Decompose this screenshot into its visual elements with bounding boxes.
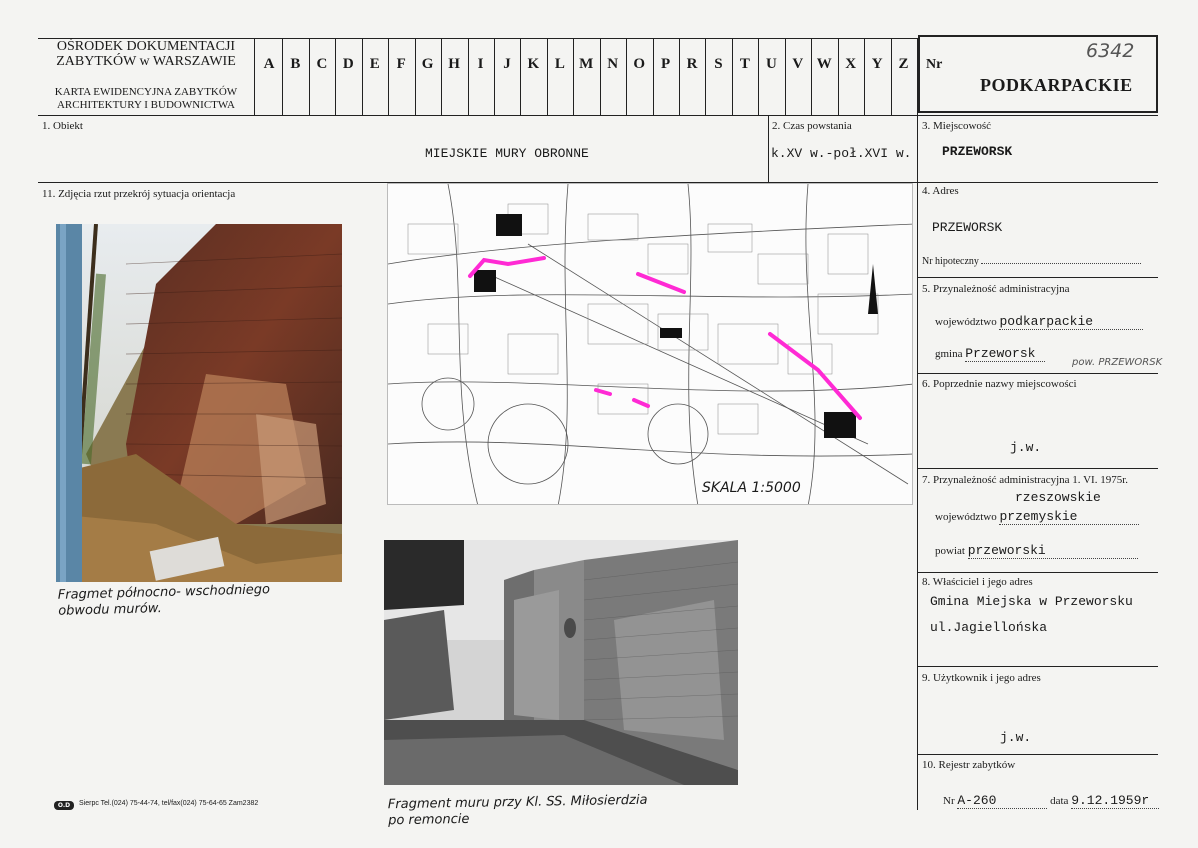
wlasciciel-line1: Gmina Miejska w Przeworsku (930, 594, 1133, 609)
letter-divider (732, 38, 733, 115)
letter-divider (626, 38, 627, 115)
photo1-caption-line2: obwodu murów. (58, 601, 162, 619)
letter-divider (388, 38, 389, 115)
hipoteczny-field (981, 263, 1141, 264)
nr-label: Nr (926, 57, 943, 72)
photo-wall-monastery (384, 540, 738, 785)
gmina-label: gmina (935, 348, 963, 360)
card-title (40, 86, 252, 112)
letter-cell: B (290, 56, 301, 72)
hipoteczny-label: Nr hipoteczny (922, 256, 979, 267)
miejscowosc-label: 3. Miejscowość (922, 120, 992, 132)
rejestr-data-label: data (1050, 795, 1069, 807)
wojewodztwo-label: województwo (935, 316, 997, 328)
letter-cell: E (369, 56, 380, 72)
letter-divider (758, 38, 759, 115)
right-line-3 (918, 373, 1158, 374)
photo2-caption-line1: Fragment muru przy Kl. SS. Miłosierdzia (387, 792, 648, 813)
letter-cell: K (527, 56, 540, 72)
letter-cell: V (792, 56, 804, 72)
publisher-imprint: Sierpc Tel.(024) 75-44-74, tel/fax(024) 75-64-65 Zam2382 (79, 800, 259, 807)
letter-divider (494, 38, 495, 115)
wlasciciel-line2: ul.Jagiellońska (930, 620, 1048, 635)
gmina-row (935, 346, 1045, 362)
powiat-row (935, 543, 1138, 559)
obiekt-label: 1. Obiekt (42, 120, 83, 132)
card-line2: ARCHITEKTURY I BUDOWNICTWA (56, 99, 236, 111)
letter-cell: C (316, 56, 328, 72)
letter-cell: D (342, 56, 354, 72)
adres-value: PRZEWORSK (932, 220, 1003, 235)
letter-divider (864, 38, 865, 115)
letter-cell: H (448, 56, 460, 72)
letter-cell: M (579, 56, 594, 72)
letter-cell: O (633, 56, 645, 72)
letter-divider (811, 38, 812, 115)
letter-divider (468, 38, 469, 115)
letter-divider (441, 38, 442, 115)
letter-divider (335, 38, 336, 115)
obiekt-value: MIEJSKIE MURY OBRONNE (425, 146, 589, 161)
gmina-note: pow. PRZEWORSK (1072, 357, 1163, 368)
letter-cell: F (396, 56, 406, 72)
hipoteczny-row (922, 256, 1141, 267)
letter-cell: L (554, 56, 565, 72)
city-map (387, 183, 913, 505)
letter-cell: W (816, 56, 832, 72)
right-line-4 (918, 468, 1158, 469)
zdjecia-label: 11. Zdjęcia rzut przekrój sytuacja orientacja (42, 188, 236, 200)
header-org-divider (254, 38, 255, 115)
nr-value: 6342 (1086, 40, 1135, 62)
city-map-drawing (388, 184, 913, 505)
letter-cell: I (477, 56, 484, 72)
woj1975-row (935, 509, 1139, 525)
right-line-6 (918, 666, 1158, 667)
woj1975-label: województwo (935, 511, 997, 523)
czas-divider (768, 115, 769, 182)
letter-cell: J (503, 56, 511, 72)
czas-label: 2. Czas powstania (772, 120, 852, 132)
card-line1: KARTA EWIDENCYJNA ZABYTKÓW (54, 86, 238, 98)
letter-divider (653, 38, 654, 115)
letter-divider (282, 38, 283, 115)
right-column-divider (917, 38, 918, 810)
letter-divider (309, 38, 310, 115)
photo-wall-northeast (56, 224, 342, 582)
wojewodztwo-value: podkarpackie (999, 314, 1143, 330)
letter-cell: Y (871, 56, 883, 72)
letter-cell: U (765, 56, 777, 72)
right-line-7 (918, 754, 1158, 755)
letter-divider (600, 38, 601, 115)
photo1-caption-line1: Fragmet północno- wschodniego (57, 582, 271, 603)
wlasciciel-label: 8. Właściciel i jego adres (922, 576, 1033, 588)
letter-cell: X (845, 56, 857, 72)
letter-cell: S (714, 56, 723, 72)
miejscowosc-value: PRZEWORSK (942, 144, 1013, 159)
org-name (40, 39, 252, 69)
letter-divider (415, 38, 416, 115)
uzytkownik-value: j.w. (1000, 730, 1032, 745)
letter-divider (362, 38, 363, 115)
powiat-label: powiat (935, 545, 965, 557)
letter-divider (520, 38, 521, 115)
poprzednie-value: j.w. (1010, 440, 1042, 455)
rejestr-row (943, 793, 1159, 809)
letter-cell: Z (898, 56, 909, 72)
adres-label: 4. Adres (922, 185, 959, 197)
letter-divider (679, 38, 680, 115)
poprzednie-label: 6. Poprzednie nazwy miejscowości (922, 378, 1077, 390)
org-line2: ZABYTKÓW w WARSZAWIE (56, 54, 236, 69)
photo1-caption (58, 582, 271, 620)
letter-cell: A (263, 56, 275, 72)
wojewodztwo-row (935, 314, 1143, 330)
przynaleznosc-label: 5. Przynależność administracyjna (922, 283, 1070, 295)
right-line-2 (918, 277, 1158, 278)
rejestr-nr-label: Nr (943, 795, 955, 807)
letter-divider (547, 38, 548, 115)
letter-cell: R (686, 56, 698, 72)
map-scale: SKALA 1:5000 (702, 480, 801, 496)
rejestr-nr-value: A-260 (957, 793, 1047, 809)
org-line1: OŚRODEK DOKUMENTACJI (56, 39, 236, 54)
header-bottom-line (38, 115, 1158, 116)
przynaleznosc1975-label: 7. Przynależność administracyjna 1. VI. 1975r. (922, 474, 1128, 486)
uzytkownik-label: 9. Użytkownik i jego adres (922, 672, 1041, 684)
woj1975-value-top: rzeszowskie (1015, 490, 1101, 505)
photo2-caption (388, 793, 648, 830)
letter-cell: G (421, 56, 434, 72)
letter-divider (891, 38, 892, 115)
letter-divider (573, 38, 574, 115)
gmina-value: Przeworsk (965, 346, 1045, 362)
letter-divider (785, 38, 786, 115)
right-line-5 (918, 572, 1158, 573)
czas-value: k.XV w.-poł.XVI w. (771, 146, 912, 161)
rejestr-data-value: 9.12.1959r (1071, 793, 1159, 809)
rejestr-label: 10. Rejestr zabytków (922, 759, 1016, 771)
letter-cell: P (661, 56, 671, 72)
letter-cell: N (607, 56, 619, 72)
right-line-1 (918, 182, 1158, 183)
powiat-value: przeworski (968, 543, 1138, 559)
region-title: PODKARPACKIE (980, 75, 1133, 95)
letter-cell: T (739, 56, 750, 72)
publisher-logo: O.D (54, 801, 74, 810)
letter-divider (838, 38, 839, 115)
photo2-caption-line2: po remoncie (388, 811, 470, 829)
woj1975-value: przemyskie (999, 509, 1139, 525)
letter-divider (705, 38, 706, 115)
